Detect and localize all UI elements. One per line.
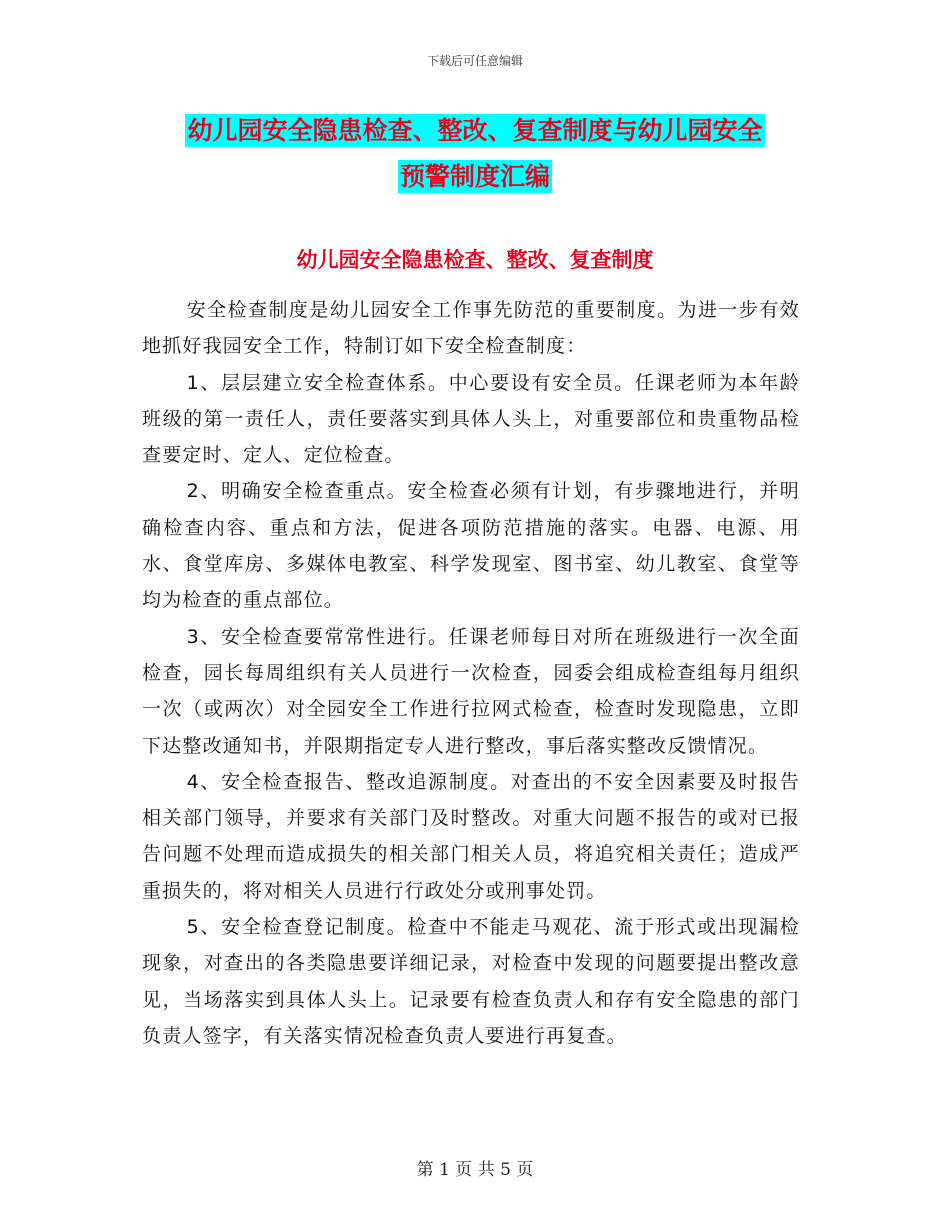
document-title-line-1: 幼儿园安全隐患检查、整改、复查制度与幼儿园安全: [187, 116, 763, 145]
section-title: 幼儿园安全隐患检查、整改、复查制度: [296, 248, 654, 272]
paragraph-item-2: 2、明确安全检查重点。安全检查必须有计划，有步骤地进行，并明确检查内容、重点和方法，促进各项防范措施的落实。电器、电源、用水、食堂库房、多媒体电教室、科学发现室、图书室、幼儿教室、食堂等均为检查的重点部位。: [142, 480, 800, 612]
document-title-line-2: 预警制度汇编: [399, 162, 550, 191]
document-body: [142, 292, 800, 1054]
header-note: 下载后可任意编辑: [426, 54, 523, 68]
paragraph-item-5: 5、安全检查登记制度。检查中不能走马观花、流于形式或出现漏检现象，对查出的各类隐患要详细记录，对检查中发现的问题要提出整改意见，当场落实到具体人头上。记录要有检查负责人和存有安全隐患的部门负责人签字，有关落实情况检查负责人要进行再复查。: [142, 916, 800, 1047]
paragraph-item-4: 4、安全检查报告、整改追源制度。对查出的不安全因素要及时报告相关部门领导，并要求有关部门及时整改。对重大问题不报告的或对已报告问题不处理而造成损失的相关部门相关人员，将追究相关责任；造成严重损失的，将对相关人员进行行政处分或刑事处罚。: [142, 770, 800, 902]
page-number: 第 1 页 共 5 页: [416, 1160, 534, 1180]
paragraph-intro: 安全检查制度是幼儿园安全工作事先防范的重要制度。为进一步有效地抓好我园安全工作，特制订如下安全检查制度：: [142, 299, 800, 358]
document-title: [145, 108, 805, 200]
paragraph-item-1: 1、层层建立安全检查体系。中心要设有安全员。任课老师为本年龄班级的第一责任人，责任要落实到具体人头上，对重要部位和贵重物品检查要定时、定人、定位检查。: [142, 371, 800, 467]
paragraph-item-3: 3、安全检查要常常性进行。任课老师每日对所在班级进行一次全面检查，园长每周组织有关人员进行一次检查，园委会组成检查组每月组织一次（或两次）对全园安全工作进行拉网式检查，检查时发现隐患，立即下达整改通知书，并限期指定专人进行整改，事后落实整改反馈情况。: [142, 625, 800, 757]
